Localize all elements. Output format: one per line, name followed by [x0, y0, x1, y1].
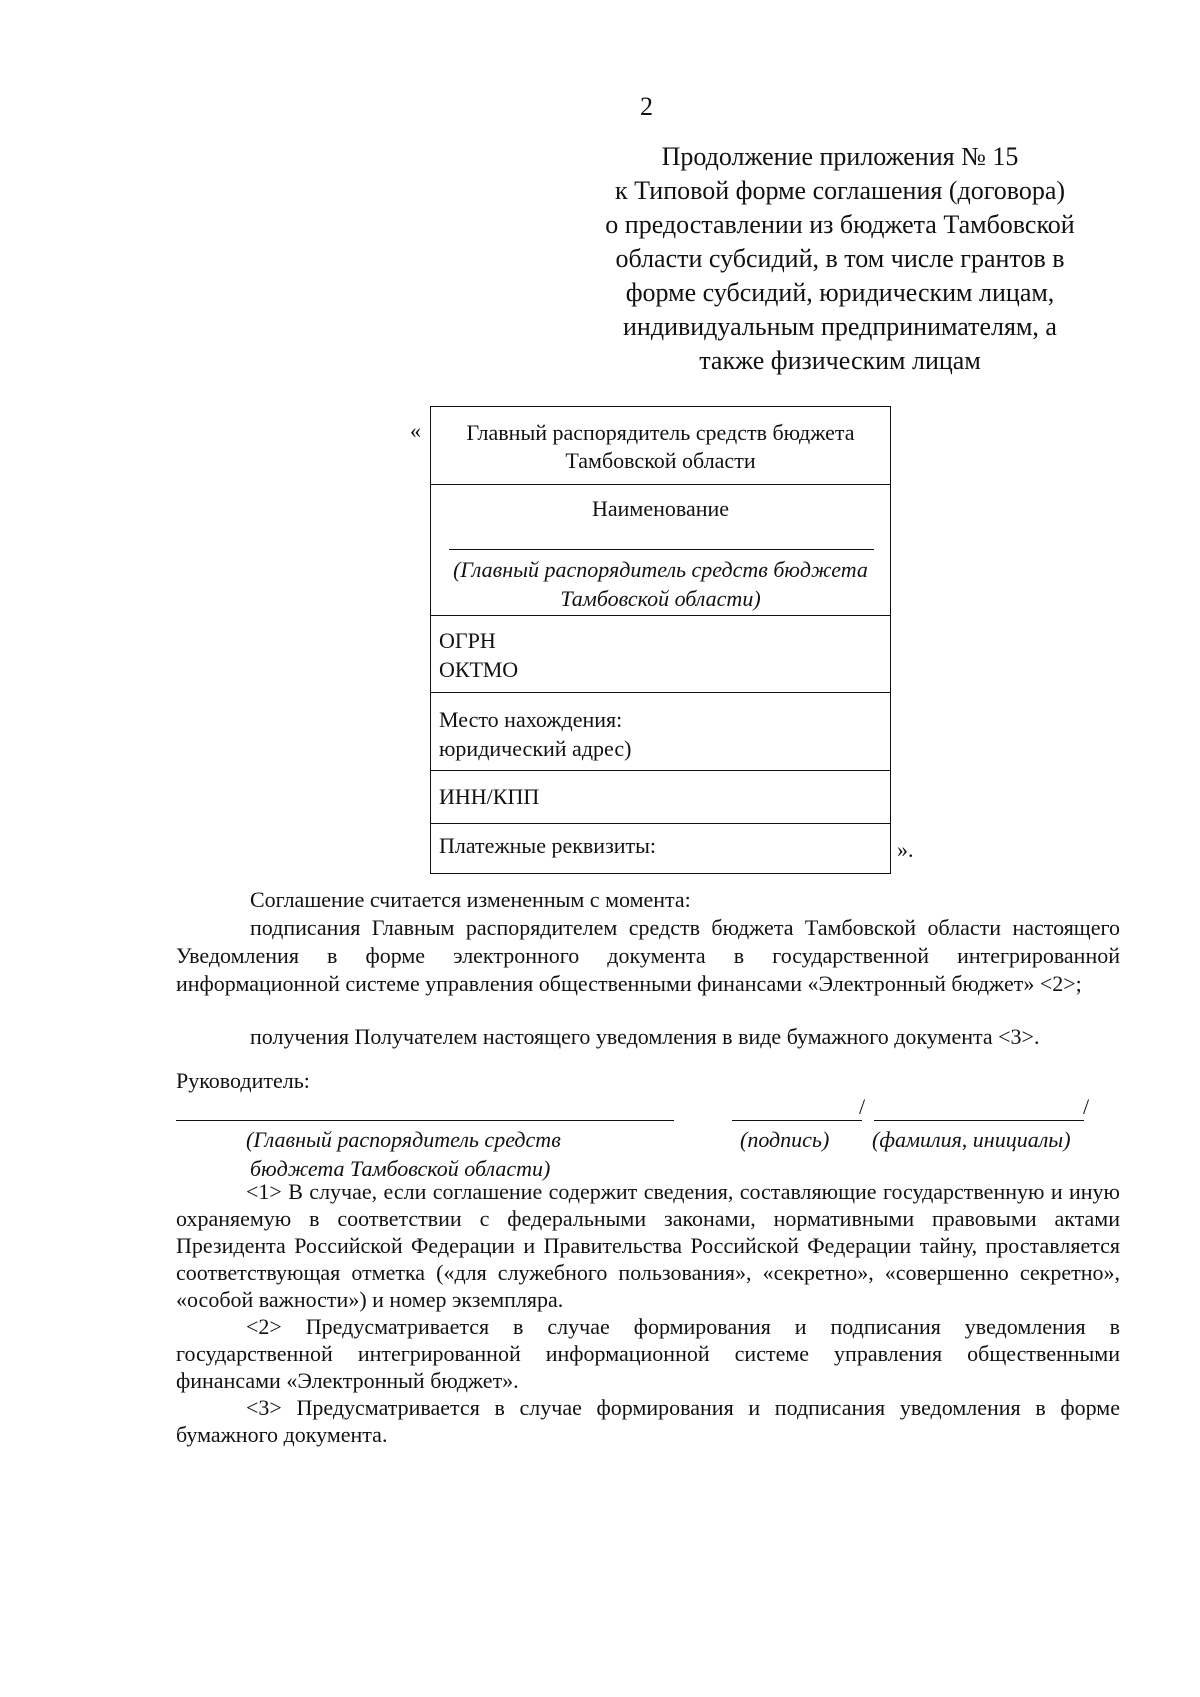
- signature-line: [732, 1120, 862, 1121]
- gr-caption-line-2: бюджета Тамбовской области): [250, 1156, 551, 1181]
- codes-cell: [431, 616, 890, 693]
- page-number: 2: [640, 92, 653, 121]
- agreement-clause-receipt: получения Получателем настоящего уведомления в виде бумажного документа <3>.: [250, 1024, 1040, 1049]
- agreement-clause-signing: подписания Главным распорядителем средств бюджета Тамбовской области настоящего Уведомления в форме электронного документа в государственной интегрированной информационной системе управления общественными финансами «Электронный бюджет» <2>;: [176, 915, 1120, 996]
- header-line: индивидуальным предпринимателям, а: [623, 312, 1057, 341]
- legal-address-label: юридический адрес): [439, 736, 632, 761]
- header-line: также физическим лицам: [699, 346, 981, 375]
- gr-name-line: [176, 1120, 674, 1121]
- payment-cell: [431, 824, 890, 873]
- signature-slash: /: [859, 1094, 866, 1119]
- ogrn-label: ОГРН: [439, 628, 496, 653]
- opening-quote: «: [410, 418, 421, 443]
- header-line: о предоставлении из бюджета Тамбовской: [605, 210, 1075, 239]
- header-line: форме субсидий, юридическим лицам,: [625, 278, 1055, 307]
- header-line: области субсидий, в том числе грантов в: [615, 244, 1065, 273]
- name-caption: (Главный распорядитель средств бюджета Тамбовской области): [453, 557, 868, 611]
- name-initials-caption: (фамилия, инициалы): [872, 1127, 1071, 1152]
- closing-quote: ».: [897, 837, 914, 862]
- name-cell: [431, 485, 890, 616]
- appendix-header: [560, 140, 1120, 378]
- gr-caption-line-1: (Главный распорядитель средств: [246, 1127, 561, 1152]
- name-initials-line: [874, 1120, 1084, 1121]
- header-line: к Типовой форме соглашения (договора): [614, 176, 1066, 205]
- signature-caption: (подпись): [740, 1127, 830, 1152]
- gr-title: Главный распорядитель средств бюджета Тамбовской области: [466, 420, 855, 473]
- gr-title-cell: [431, 407, 890, 485]
- footnote-1: <1> В случае, если соглашение содержит сведения, составляющие государственную и иную охраняемую в соответствии с федеральными законами, нормативными правовыми актами Президента Российской Федерации и Правительства Российской Федерации тайну, проставляется соответствующая отметка («для служебного пользования», «секретно», «совершенно секретно», «особой важности») и номер экземпляра.: [176, 1179, 1120, 1312]
- agreement-intro: Соглашение считается измененным с момента:: [250, 887, 691, 912]
- footnote-2: <2> Предусматривается в случае формирования и подписания уведомления в государственной интегрированной информационной системе управления общественными финансами «Электронный бюджет».: [176, 1314, 1120, 1393]
- location-label: Место нахождения:: [439, 707, 623, 732]
- name-label: Наименование: [591, 496, 730, 521]
- location-cell: [431, 693, 890, 771]
- head-label: Руководитель:: [176, 1068, 310, 1093]
- name-fill-line: [449, 549, 874, 550]
- requisites-box: [430, 406, 891, 874]
- inn-kpp-label: ИНН/КПП: [439, 784, 540, 809]
- name-slash: /: [1083, 1094, 1090, 1119]
- inn-cell: [431, 771, 890, 824]
- footnote-3: <3> Предусматривается в случае формирования и подписания уведомления в форме бумажного документа.: [176, 1395, 1120, 1447]
- oktmo-label: ОКТМО: [439, 657, 519, 682]
- footnotes: [176, 1178, 1120, 1448]
- payment-label: Платежные реквизиты:: [439, 833, 657, 858]
- header-line: Продолжение приложения № 15: [661, 142, 1019, 171]
